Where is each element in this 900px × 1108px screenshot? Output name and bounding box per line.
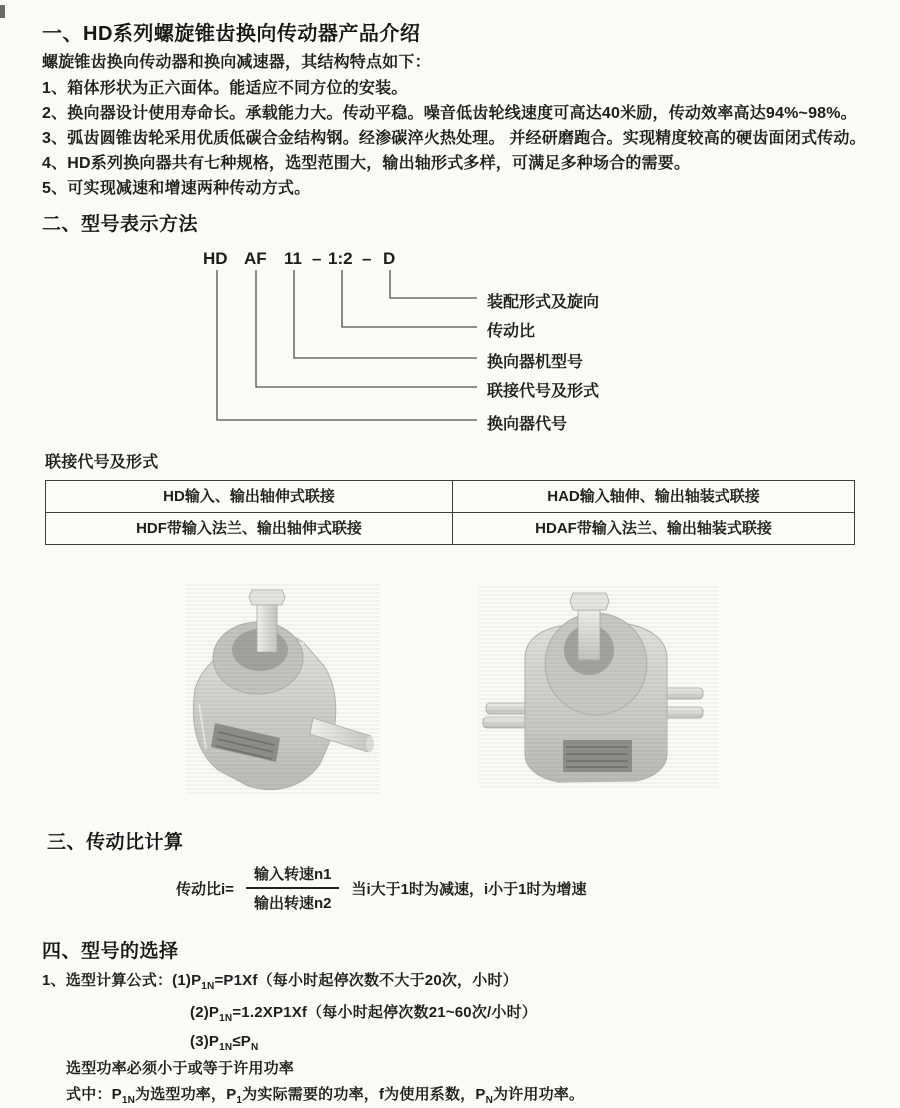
model-token-11: 11 [284,249,302,268]
table-cell-hd: HD输入、输出轴伸式联接 [163,488,335,505]
gearbox-photo-left [186,584,380,794]
connection-table [45,480,855,545]
callout-label-ratio: 传动比 [487,323,536,340]
ratio-label: 传动比i= [176,880,234,898]
selection-formula-1: 1、选型计算公式：$(1)P_{1N}=P1Xf$（每小时起停次数不大于20次，小时） [42,972,518,992]
intro-text: 螺旋锥齿换向传动器和换向减速器，其结构特点如下： [42,54,431,71]
feature-item-5: 5、可实现减速和增速两种传动方式。 [42,180,311,197]
fraction-denominator: 输出转速n2 [253,895,332,912]
selection-note-symbols: 式中：$P_{1N}$为选型功率，$P_1$为实际需要的功率，f为使用系数，$P_N$为许用功率。 [66,1086,585,1106]
feature-item-4: 4、HD系列换向器共有七种规格，选型范围大，输出轴形式多样，可满足多种场合的需要。 [42,155,691,172]
section3-heading: 三、传动比计算 [47,832,184,853]
callout-label-connection: 联接代号及形式 [487,383,600,400]
model-token-dash2: – [362,249,372,268]
feature-item-3: 3、弧齿圆锥齿轮采用优质低碳合金结构钢。经渗碳淬火热处理。 并经研磨跑合。实现精度较高的硬齿面闭式传动。 [42,130,866,147]
feature-item-1: 1、箱体形状为正六面体。能适应不同方位的安装。 [42,80,408,97]
selection-note-power: 选型功率必须小于或等于许用功率 [66,1060,295,1077]
ratio-fraction [246,863,340,913]
callout-label-code: 换向器代号 [487,416,568,433]
section4-heading: 四、型号的选择 [42,941,179,962]
feature-item-2: 2、换向器设计使用寿命长。承载能力大。传动平稳。噪音低齿轮线速度可高达40米励，传动效率高达94%~98%。 [42,105,857,122]
callout-line-11 [294,270,477,358]
callout-line-ratio [342,270,477,327]
section1-heading: 一、HD系列螺旋锥齿换向传动器产品介绍 [42,23,421,45]
table-cell-hdaf: HDAF带输入法兰、输出轴装式联接 [452,512,854,544]
ratio-formula [176,863,586,913]
model-token-af: AF [244,249,267,268]
table-cell-had: HAD输入轴伸、输出轴装式联接 [452,481,854,512]
table-cell-hdf: HDF带输入法兰、输出轴伸式联接 [46,512,452,544]
gearbox-photo-right [478,586,718,788]
model-token-ratio: 1:2 [328,249,353,268]
connection-table-title: 联接代号及形式 [45,454,159,471]
section2-heading: 二、型号表示方法 [42,214,199,235]
model-token-d: D [383,249,396,268]
fraction-numerator: 输入转速n1 [246,863,340,889]
callout-label-assembly: 装配形式及旋向 [487,294,600,311]
selection-formula-2: $(2)P_{1N}=1.2XP1Xf$（每小时起停次数21~60次/小时） [190,1004,537,1024]
callout-line-hd [217,270,477,420]
scan-artifact [0,5,5,18]
ratio-note: 当i大于1时为减速，i小于1时为增速 [351,880,587,898]
model-token-hd: HD [203,249,228,268]
model-token-dash1: – [312,249,322,268]
callout-line-d [390,270,477,298]
selection-formula-3: $(3)P_{1N}\le P_N$ [190,1033,259,1053]
callout-label-model: 换向器机型号 [487,354,584,371]
callout-line-af [256,270,477,387]
